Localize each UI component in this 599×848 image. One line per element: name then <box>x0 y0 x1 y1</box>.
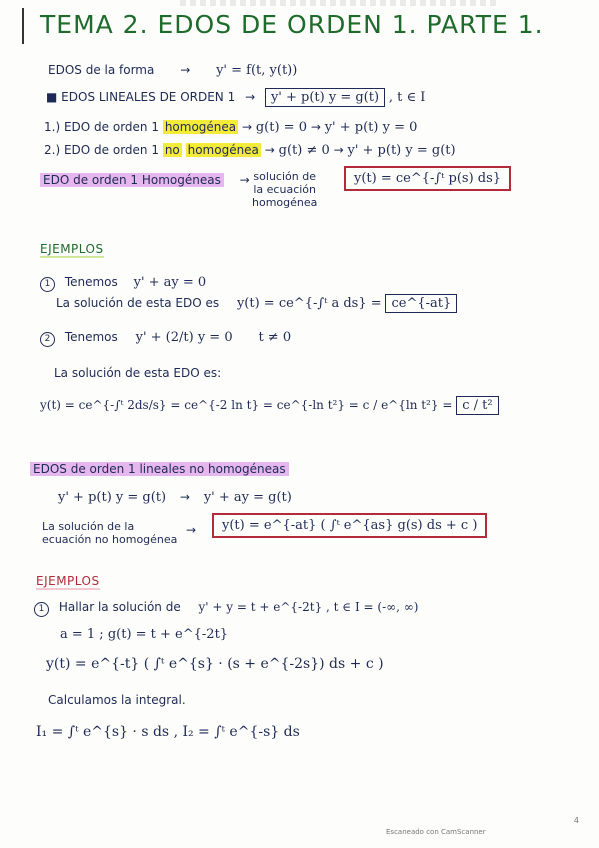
integrals: I₁ = ∫ᵗ e^{s} · s ds , I₂ = ∫ᵗ e^{-s} ds <box>36 724 300 740</box>
no-homogeneas-heading <box>30 462 289 476</box>
section2-solution-text: La solución de la ecuación no homogénea <box>42 520 178 546</box>
arrow-icon: → <box>239 173 250 187</box>
example-1-solution: La solución de esta EDO es y(t) = ce^{-∫ᵗ a ds} = ce^{-at} <box>56 296 457 311</box>
calc-integral-text: Calculamos la integral. <box>48 693 186 707</box>
arrow-icon: → <box>186 523 197 537</box>
scanner-watermark: Escaneado con CamScanner <box>386 828 486 836</box>
arrow-icon: → <box>241 120 253 134</box>
highlight-homogeneas: EDO de orden 1 Homogéneas <box>40 173 224 187</box>
arrow-icon: → <box>180 63 191 77</box>
section2-equations: y' + p(t) y = g(t) → y' + ay = g(t) <box>58 490 292 505</box>
arrow-icon: → <box>179 490 190 504</box>
solution-note: solución de la ecuación homogénea <box>252 170 318 209</box>
example2-1: 1 Hallar la solución de y' + y = t + e^{-2t} , t ∈ I = (-∞, ∞) <box>34 600 418 617</box>
example-2-answer-box: c / t² <box>456 396 498 415</box>
example-number: 1 <box>34 602 49 617</box>
homogeneas-heading <box>40 173 250 187</box>
page-title: TEMA 2. EDOS DE ORDEN 1. PARTE 1. <box>40 10 544 39</box>
example-number: 1 <box>40 277 55 292</box>
arrow-icon: → <box>245 90 256 104</box>
arrow-icon: → <box>310 120 321 134</box>
line-edos-lineales: ■ EDOS LINEALES DE ORDEN 1 → y' + p(t) y = g(t) , t ∈ I <box>46 90 426 105</box>
example-1-answer-box: ce^{-at} <box>385 294 457 313</box>
arrow-icon: → <box>264 143 275 157</box>
bullet-icon: ■ <box>46 90 58 104</box>
ejemplos-heading: EJEMPLOS <box>40 242 104 256</box>
example-2-solution-text: La solución de esta EDO es: <box>54 366 222 380</box>
line-homogenea: 1.) EDO de orden 1 homogénea → g(t) = 0 → y' + p(t) y = 0 <box>44 120 418 135</box>
linear-form-box: y' + p(t) y = g(t) <box>265 88 385 107</box>
highlight-no: no <box>164 143 180 157</box>
example-1: 1 Tenemos y' + ay = 0 <box>40 275 206 292</box>
homogeneous-solution-box: y(t) = ce^{-∫ᵗ p(s) ds} <box>344 166 511 191</box>
example-number: 2 <box>40 332 55 347</box>
arrow-icon: → <box>333 143 344 157</box>
ejemplos-heading-2: EJEMPLOS <box>36 574 100 588</box>
torn-edge <box>180 0 500 6</box>
nonhomogeneous-solution-box: y(t) = e^{-at} ( ∫ᵗ e^{as} g(s) ds + c ) <box>212 513 487 538</box>
highlight-no-homogeneas: EDOS de orden 1 lineales no homogéneas <box>30 462 289 476</box>
line-no-homogenea: 2.) EDO de orden 1 no homogénea → g(t) ≠ 0 → y' + p(t) y = g(t) <box>44 143 456 158</box>
example-2: 2 Tenemos y' + (2/t) y = 0 t ≠ 0 <box>40 330 291 347</box>
line-edos-forma: EDOS de la forma → y' = f(t, y(t)) <box>48 63 298 78</box>
example-2-solution: y(t) = ce^{-∫ᵗ 2ds/s} = ce^{-2 ln t} = ce^{-ln t²} = c / e^{ln t²} = c / t² <box>40 398 499 413</box>
page-mark: 4 <box>573 816 579 825</box>
margin-line <box>22 8 24 44</box>
highlight-homogenea: homogénea <box>187 143 259 157</box>
example2-1-params: a = 1 ; g(t) = t + e^{-2t} <box>60 627 229 642</box>
highlight-homogenea: homogénea <box>164 120 237 134</box>
example2-1-general: y(t) = e^{-t} ( ∫ᵗ e^{s} · (s + e^{-2s}) ds + c ) <box>46 656 384 672</box>
